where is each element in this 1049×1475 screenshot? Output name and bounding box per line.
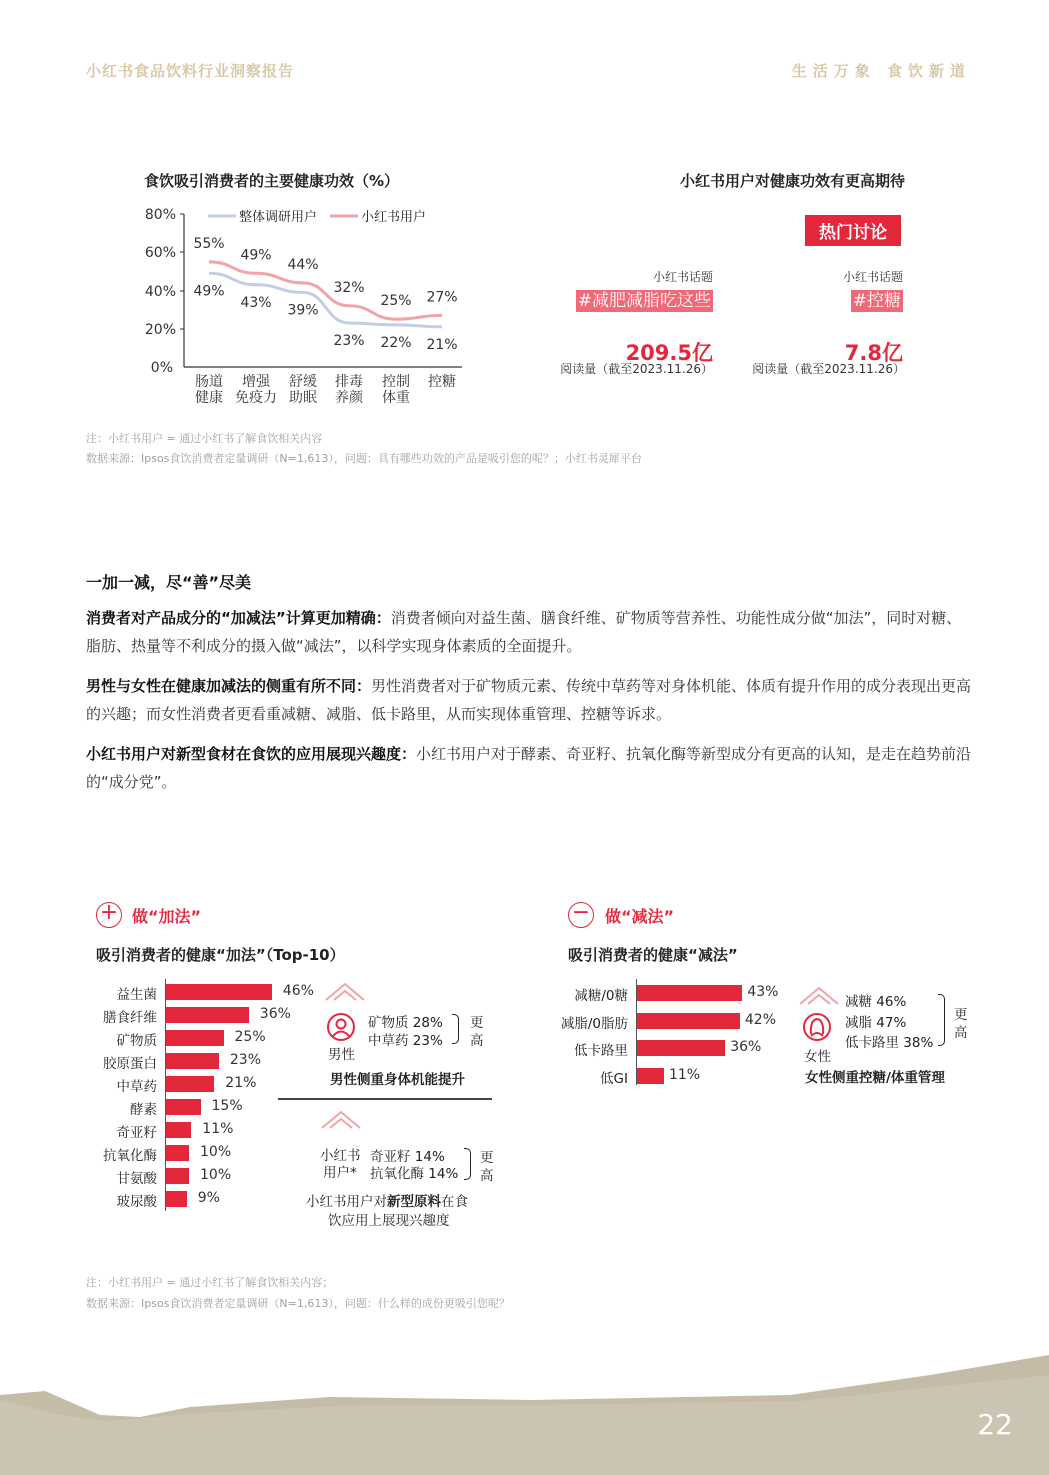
female-item-1: 减糖 46% — [845, 994, 907, 1010]
xhs-label-4: 25% — [380, 293, 412, 310]
overall-label-1: 43% — [240, 294, 272, 311]
article-paragraph-3: 小红书用户对新型食材在食饮的应用展现兴趣度：小红书用户对于酵素、奇亚籽、抗氧化酶等新型成分有更高的认知，是走在趋势前沿的“成分党”。 — [86, 745, 972, 791]
bar-category-9: 玻尿酸 — [116, 1194, 157, 1210]
male-more-2: 高 — [470, 1033, 484, 1049]
female-item-2: 减脂 47% — [845, 1015, 907, 1031]
xhs-more-1: 更 — [480, 1150, 494, 1166]
female-more-2: 高 — [954, 1025, 968, 1041]
female-caption: 女性侧重控糖/体重管理 — [805, 1070, 945, 1086]
topic1-note: 阅读量（截至2023.11.26） — [560, 362, 713, 376]
bar-category-4: 中草药 — [116, 1079, 157, 1095]
topic1-reads: 209.5亿 — [625, 341, 713, 365]
topic1-label: 小红书话题 — [652, 270, 713, 284]
x-cat-5-a: 控糖 — [428, 374, 456, 390]
bar-9 — [166, 1191, 187, 1207]
note2-line1: 注：小红书用户 = 通过小红书了解食饮相关内容； — [86, 1276, 334, 1289]
x-cat-4-a: 控制 — [382, 374, 410, 390]
bar-category-1: 膳食纤维 — [103, 1010, 157, 1026]
note1-line2: 数据来源：Ipsos食饮消费者定量调研（N=1,613），问题：具有哪些功效的产品是吸引您的呢？；小红书灵犀平台 — [86, 452, 642, 465]
report-slogan: 生活万象 食饮新道 — [791, 62, 971, 80]
bar-2 — [166, 1030, 224, 1046]
bar-2 — [637, 1040, 725, 1056]
bar-category-6: 奇亚籽 — [116, 1125, 157, 1141]
xhs-bracket — [464, 1148, 471, 1180]
health-effects-line-chart — [140, 200, 470, 415]
plus-circle-icon: + — [96, 902, 122, 928]
male-bracket — [452, 1014, 459, 1044]
male-avatar-icon — [326, 1012, 356, 1042]
minus-circle-icon: − — [568, 902, 594, 928]
bar-value-1: 36% — [259, 1006, 291, 1022]
overall-label-2: 39% — [287, 302, 319, 319]
page-number: 22 — [977, 1408, 1013, 1441]
bar-6 — [166, 1122, 191, 1138]
female-avatar-icon — [802, 1012, 832, 1042]
bar-category-0: 减糖/0糖 — [574, 988, 628, 1004]
x-category-labels — [195, 373, 456, 406]
bar-value-3: 23% — [229, 1052, 262, 1068]
article-heading: 一加一减，尽“善”尽美 — [86, 573, 252, 592]
bar-value-9: 9% — [197, 1190, 220, 1206]
bar-category-2: 矿物质 — [116, 1033, 157, 1049]
article-paragraph-1: 消费者对产品成分的“加减法”计算更加精确：消费者倾向对益生菌、膳食纤维、矿物质等营养性、功能性成分做“加法”，同时对糖、脂肪、热量等不利成分的摄入做“减法”，以科学实现身体素质的全面提升。 — [86, 609, 962, 655]
bar-category-7: 抗氧化酶 — [103, 1148, 157, 1164]
bar-value-4: 21% — [225, 1075, 257, 1091]
bar-category-8: 甘氨酸 — [116, 1171, 157, 1187]
female-item-3: 低卡路里 38% — [845, 1035, 934, 1051]
xhs-label-0: 55% — [193, 235, 225, 252]
note2-line2: 数据来源：Ipsos食饮消费者定量调研（N=1,613），问题：什么样的成份更吸引您呢？ — [86, 1297, 510, 1310]
xhs-caption-1: 小红书用户对新型原料在食 — [306, 1194, 468, 1210]
xhs-data-labels — [193, 236, 457, 309]
x-cat-2-a: 舒缓 — [289, 374, 317, 390]
xhs-label-2: 44% — [287, 256, 319, 273]
male-label: 男性 — [328, 1047, 355, 1063]
x-cat-0-a: 肠道 — [195, 374, 223, 390]
topic2-note: 阅读量（截至2023.11.26） — [752, 362, 905, 376]
xhs-label-3: 32% — [333, 279, 365, 296]
overall-label-5: 21% — [426, 336, 458, 353]
bar-value-0: 46% — [282, 983, 314, 999]
bar-value-3: 11% — [668, 1066, 701, 1083]
female-bracket — [938, 994, 945, 1046]
report-title: 小红书食品饮料行业洞察报告 — [86, 62, 295, 80]
bar-category-3: 低GI — [600, 1070, 628, 1087]
x-cat-1-a: 增强 — [242, 374, 270, 390]
article-paragraph-2: 男性与女性在健康加减法的侧重有所不同：男性消费者对于矿物质元素、传统中草药等对身体机能、体质有提升作用的成分表现出更高的兴趣；而女性消费者更看重减糖、减脂、低卡路里，从而实现体重管理、控糖等诉求。 — [86, 677, 972, 723]
bar-0 — [637, 985, 742, 1001]
xhs-who-1: 小红书 — [320, 1148, 361, 1164]
female-up-arrow-icon — [796, 984, 842, 1006]
note1-line1: 注：小红书用户 = 通过小红书了解食饮相关内容 — [86, 432, 323, 445]
x-cat-2-b: 助眠 — [289, 390, 317, 406]
footer-band — [0, 1355, 1049, 1475]
bar-value-7: 10% — [200, 1144, 232, 1160]
female-label: 女性 — [804, 1049, 831, 1065]
x-cat-4-b: 体重 — [382, 390, 410, 406]
bar-category-0: 益生菌 — [116, 987, 157, 1003]
bar-value-5: 15% — [211, 1098, 243, 1114]
bar-0 — [166, 984, 272, 1000]
male-caption: 男性侧重身体机能提升 — [330, 1072, 465, 1088]
plus-heading: 做“加法” — [132, 907, 202, 926]
y-tick-80: 80% — [144, 207, 176, 223]
bar-category-1: 减脂/0脂肪 — [560, 1015, 628, 1032]
x-cat-1-b: 免疫力 — [235, 390, 277, 406]
male-up-arrow-icon — [322, 980, 368, 1002]
xhs-who-2: 用户* — [323, 1165, 357, 1181]
x-cat-3-b: 养颜 — [335, 390, 363, 406]
hot-discussion-badge: 热门讨论 — [805, 215, 901, 246]
y-tick-40: 40% — [144, 284, 176, 300]
bar-value-8: 10% — [200, 1167, 232, 1183]
bar-value-6: 11% — [202, 1121, 234, 1137]
bar-value-2: 36% — [730, 1039, 762, 1055]
bar-value-0: 43% — [747, 984, 779, 1000]
bar-value-1: 42% — [744, 1011, 777, 1028]
overall-label-0: 49% — [193, 283, 225, 300]
bar-category-3: 胶原蛋白 — [103, 1056, 157, 1072]
bar-7 — [166, 1145, 189, 1161]
x-cat-3-a: 排毒 — [335, 374, 363, 390]
legend-xhs: 小红书用户 — [361, 210, 427, 225]
male-more-1: 更 — [470, 1015, 484, 1031]
xhs-item-1: 奇亚籽 14% — [370, 1149, 445, 1165]
male-item-1: 矿物质 28% — [368, 1015, 443, 1031]
panel-title: 小红书用户对健康功效有更高期待 — [679, 172, 905, 190]
plus-subtitle: 吸引消费者的健康“加法”（Top-10） — [96, 946, 345, 964]
bar-5 — [166, 1099, 201, 1115]
y-tick-0: 0% — [150, 360, 173, 376]
y-tick-20: 20% — [144, 322, 176, 338]
x-cat-0-b: 健康 — [195, 390, 223, 406]
xhs-label-1: 49% — [240, 247, 272, 264]
bar-3 — [166, 1053, 219, 1069]
overall-label-3: 23% — [333, 333, 365, 350]
minus-subtitle: 吸引消费者的健康“减法” — [568, 946, 738, 964]
callout-divider — [278, 1098, 492, 1100]
bar-category-2: 低卡路里 — [574, 1043, 628, 1059]
bar-4 — [166, 1076, 214, 1092]
xhs-caption-2: 饮应用上展现兴趣度 — [328, 1213, 450, 1229]
minus-heading: 做“减法” — [605, 907, 675, 926]
xhs-more-2: 高 — [480, 1168, 494, 1184]
xhs-up-arrow-icon — [318, 1108, 364, 1130]
bar-category-5: 酵素 — [130, 1102, 157, 1118]
topic2-reads: 7.8亿 — [844, 341, 903, 365]
chart1-title: 食饮吸引消费者的主要健康功效（%） — [144, 172, 400, 190]
legend-overall: 整体调研用户 — [239, 210, 318, 225]
bar-8 — [166, 1168, 189, 1184]
topic2-label: 小红书话题 — [842, 270, 903, 284]
xhs-label-5: 27% — [426, 289, 458, 306]
female-more-1: 更 — [954, 1007, 968, 1023]
bar-value-2: 25% — [234, 1029, 266, 1045]
bar-1 — [637, 1013, 740, 1029]
overall-label-4: 22% — [380, 334, 412, 351]
bar-1 — [166, 1007, 249, 1023]
bar-3 — [637, 1068, 664, 1084]
topic2-tag[interactable]: #控糖 — [852, 291, 901, 311]
y-tick-60: 60% — [144, 245, 176, 261]
xhs-item-2: 抗氧化酶 14% — [370, 1166, 459, 1182]
male-item-2: 中草药 23% — [368, 1033, 443, 1049]
topic1-tag[interactable]: #减肥减脂吃这些 — [577, 291, 711, 311]
